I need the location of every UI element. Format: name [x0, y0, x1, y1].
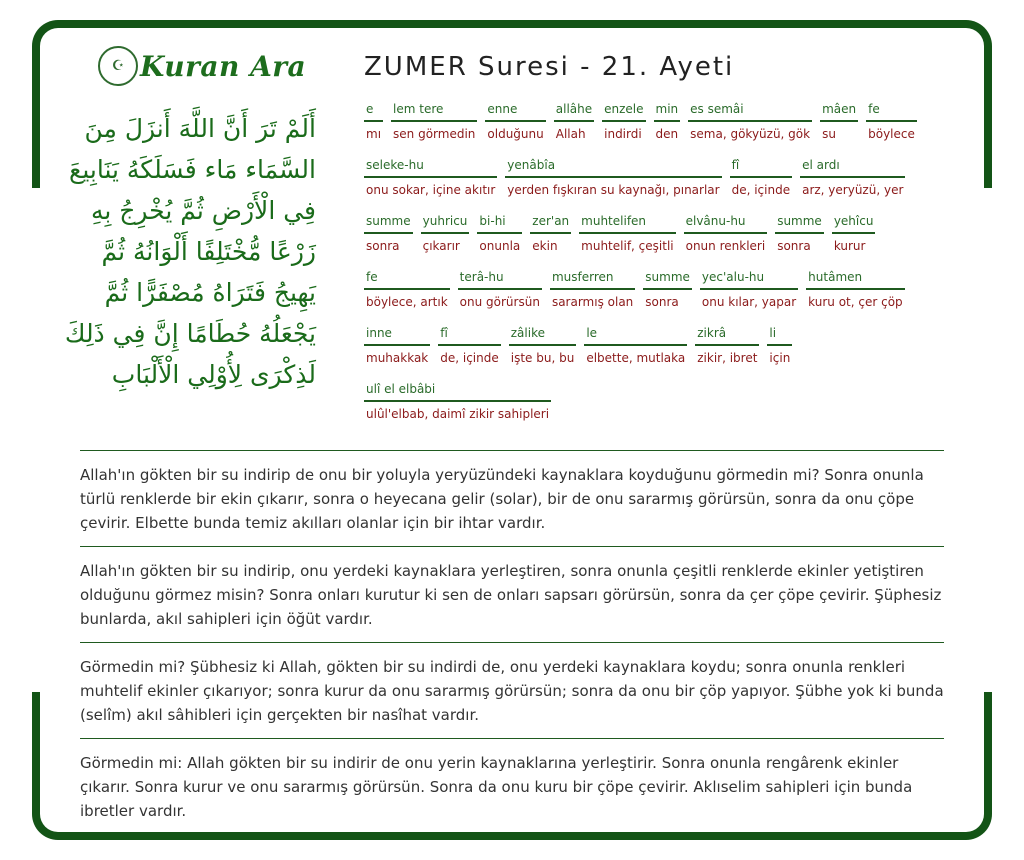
word-transliteration: le [584, 324, 687, 346]
word-item[interactable] [643, 268, 692, 310]
word-meaning: den [655, 127, 679, 141]
word-transliteration: mâen [820, 100, 858, 122]
word-meaning: muhtelif, çeşitli [581, 239, 674, 253]
word-transliteration: zer'an [530, 212, 571, 234]
word-transliteration: zâlike [509, 324, 577, 346]
word-item[interactable] [775, 212, 824, 254]
arabic-line: فِي الْأَرْضِ ثُمَّ يُخْرِجُ بِهِ [90, 196, 316, 225]
word-item[interactable] [550, 268, 635, 310]
word-item[interactable] [806, 268, 905, 310]
word-meaning: elbette, mutlaka [586, 351, 686, 365]
arabic-verse [48, 108, 316, 395]
word-item[interactable] [767, 324, 792, 366]
word-item[interactable] [364, 156, 497, 198]
word-meaning: yerden fışkıran su kaynağı, pınarlar [507, 183, 720, 197]
word-transliteration: yenâbîa [505, 156, 721, 178]
word-item[interactable] [654, 100, 681, 142]
word-transliteration: lem tere [391, 100, 477, 122]
word-meaning: olduğunu [487, 127, 544, 141]
word-meaning: Allah [555, 127, 586, 141]
word-meaning: sararmış olan [551, 295, 634, 309]
arabic-line: أَلَمْ تَرَ أَنَّ اللَّهَ أَنزَلَ مِنَ [84, 114, 316, 143]
word-by-word-list [364, 100, 944, 436]
word-meaning: muhakkak [366, 351, 429, 365]
word-transliteration: hutâmen [806, 268, 905, 290]
word-item[interactable] [695, 324, 759, 366]
word-transliteration: seleke-hu [364, 156, 497, 178]
word-meaning: sonra [777, 239, 811, 253]
arabic-line: السَّمَاء مَاء فَسَلَكَهُ يَنَابِيعَ [69, 155, 316, 184]
word-item[interactable] [684, 212, 768, 254]
word-meaning: mı [366, 127, 382, 141]
word-transliteration: enzele [602, 100, 645, 122]
word-transliteration: min [654, 100, 681, 122]
word-item[interactable] [391, 100, 477, 142]
word-meaning: zikir, ibret [697, 351, 758, 365]
quran-emblem-icon: ☪ [98, 46, 138, 86]
translation-block: Görmedin mi? Şübhesiz ki Allah, gökten bir su indirdi de, onu yerdeki kaynaklara koydu; sonra onunla renkleri muhtelif ekinler çıkarıyor; sonra kurur da onu sararmış görürsün; sonra da onu bir çöp yapıyor. Şübhe yok ki bunda (selîm) akıl sâhibleri için gerçekten bir nasîhat vardır. [80, 642, 944, 738]
word-transliteration: li [767, 324, 792, 346]
word-item[interactable] [866, 100, 917, 142]
word-item[interactable] [364, 324, 430, 366]
word-transliteration: inne [364, 324, 430, 346]
translations-list [80, 450, 944, 834]
word-transliteration: zikrâ [695, 324, 759, 346]
page-title: ZUMER Suresi - 21. Ayeti [364, 52, 735, 82]
word-meaning: de, içinde [731, 183, 791, 197]
translation-block: Allah'ın gökten bir su indirip, onu yerdeki kaynaklara yerleştiren, sonra onunla çeşitli renklerde ekinler yetiştiren olduğunu görmez misin? Sonra onları kurutur ki sen de onları sapsarı görürsün, sonra da çer çöpe çevirir. Şüphesiz bunlarda, akıl sahipleri için öğüt vardır. [80, 546, 944, 642]
word-item[interactable] [700, 268, 798, 310]
word-item[interactable] [505, 156, 721, 198]
arabic-line: يَهِيجُ فَتَرَاهُ مُصْفَرًّا ثُمَّ [104, 278, 316, 307]
word-item[interactable] [554, 100, 594, 142]
word-meaning: sonra [366, 239, 400, 253]
translation-block: Görmedin mi: Allah gökten bir su indirir de onu yerin kaynaklarına yerleştirir. Sonra onunla rengârenk ekinler çıkarır. Sonra kurur ve onu sararmış görürsün. Sonra da onu kuru bir çöpe çevirir. Aklıselim sahipleri için bunda ibretler vardır. [80, 738, 944, 834]
word-item[interactable] [820, 100, 858, 142]
word-item[interactable] [458, 268, 542, 310]
word-item[interactable] [364, 380, 551, 422]
word-transliteration: allâhe [554, 100, 594, 122]
word-meaning: sema, gökyüzü, gök [690, 127, 811, 141]
word-item[interactable] [688, 100, 812, 142]
arabic-line: زَرْعًا مُّخْتَلِفًا أَلْوَانُهُ ثُمَّ [101, 237, 316, 266]
word-meaning: onu görürsün [459, 295, 540, 309]
word-meaning: sen görmedin [393, 127, 476, 141]
word-transliteration: summe [643, 268, 692, 290]
word-item[interactable] [800, 156, 905, 198]
word-meaning: çıkarır [422, 239, 460, 253]
word-transliteration: fî [438, 324, 501, 346]
word-item[interactable] [832, 212, 876, 254]
word-meaning: için [769, 351, 791, 365]
word-transliteration: fe [866, 100, 917, 122]
word-meaning: sonra [645, 295, 679, 309]
word-transliteration: yehîcu [832, 212, 876, 234]
word-item[interactable] [421, 212, 470, 254]
word-meaning: onun renkleri [685, 239, 766, 253]
word-transliteration: yuhricu [421, 212, 470, 234]
word-item[interactable] [530, 212, 571, 254]
word-item[interactable] [584, 324, 687, 366]
word-meaning: arz, yeryüzü, yer [802, 183, 904, 197]
word-transliteration: summe [775, 212, 824, 234]
word-transliteration: yec'alu-hu [700, 268, 798, 290]
word-transliteration: muhtelifen [579, 212, 675, 234]
word-meaning: böylece [868, 127, 915, 141]
word-meaning: kurur [833, 239, 866, 253]
word-item[interactable] [477, 212, 522, 254]
arabic-line: لَذِكْرَى لِأُوْلِي الْأَلْبَابِ [111, 360, 316, 389]
word-meaning: de, içinde [440, 351, 499, 365]
arabic-line: يَجْعَلُهُ حُطَامًا إِنَّ فِي ذَلِكَ [64, 319, 316, 348]
translation-block: Allah'ın gökten bir su indirip de onu bir yoluyla yeryüzündeki kaynaklara koyduğunu görmedin mi? Sonra onunla türlü renklerde bir ekin çıkarır, sonra o heyecana gelir (solar), bir de onu sararmış görürsün, sonra da onu çöpe çevirir. Elbette bunda temiz akılları olanlar için bir ihtar vardır. [80, 450, 944, 546]
word-meaning: indirdi [604, 127, 642, 141]
word-meaning: kuru ot, çer çöp [808, 295, 903, 309]
logo-text: Kuran Ara [140, 49, 307, 83]
word-transliteration: bi-hi [477, 212, 522, 234]
word-transliteration: enne [485, 100, 545, 122]
word-transliteration: e [364, 100, 383, 122]
word-item[interactable] [602, 100, 645, 142]
word-meaning: işte bu, bu [510, 351, 575, 365]
word-transliteration: terâ-hu [458, 268, 542, 290]
word-item[interactable] [364, 100, 383, 142]
word-transliteration: fî [730, 156, 793, 178]
word-item[interactable] [364, 212, 413, 254]
word-transliteration: elvânu-hu [684, 212, 768, 234]
word-meaning: su [822, 127, 836, 141]
word-transliteration: ulî el elbâbi [364, 380, 551, 402]
word-meaning: ulûl'elbab, daimî zikir sahipleri [366, 407, 550, 421]
word-transliteration: el ardı [800, 156, 905, 178]
word-item[interactable] [364, 268, 450, 310]
word-transliteration: fe [364, 268, 450, 290]
word-meaning: onu sokar, içine akıtır [366, 183, 496, 197]
site-logo[interactable] [98, 46, 306, 86]
word-transliteration: musferren [550, 268, 635, 290]
word-transliteration: es semâi [688, 100, 812, 122]
word-meaning: onunla [479, 239, 521, 253]
word-transliteration: summe [364, 212, 413, 234]
word-item[interactable] [438, 324, 501, 366]
word-item[interactable] [485, 100, 545, 142]
word-item[interactable] [579, 212, 675, 254]
word-meaning: onu kılar, yapar [701, 295, 797, 309]
word-meaning: ekin [532, 239, 558, 253]
word-item[interactable] [509, 324, 577, 366]
word-item[interactable] [730, 156, 793, 198]
word-meaning: böylece, artık [366, 295, 448, 309]
